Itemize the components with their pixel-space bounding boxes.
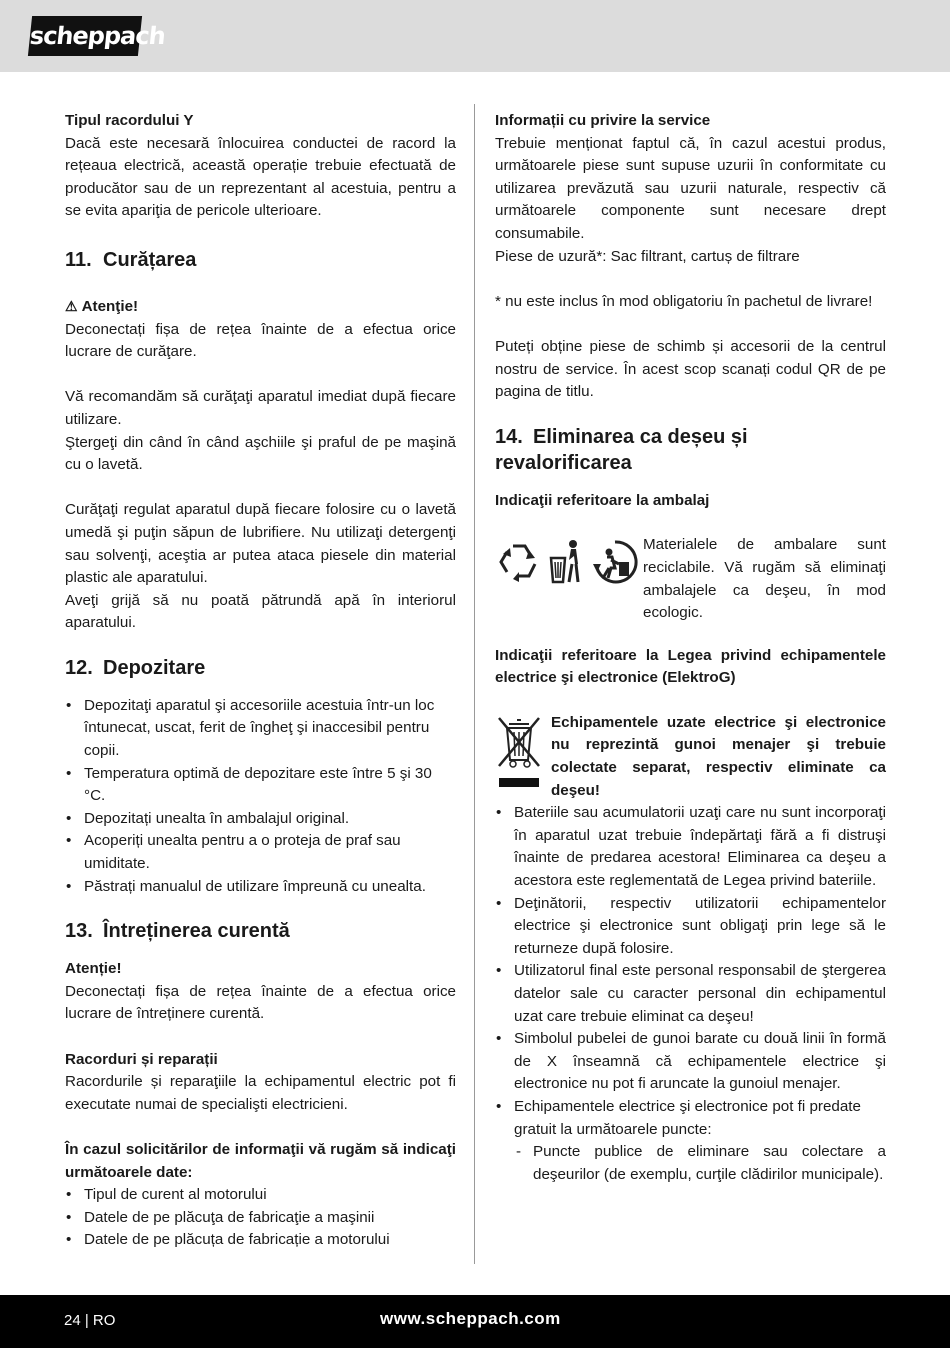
column-divider [474, 104, 475, 1264]
section-number: 13. [65, 920, 93, 943]
weee-title: Indicaţii referitoare la Legea privind echipamentele electrice şi electronice (ElektroG) [495, 646, 886, 687]
repairs-title: Racorduri și reparații [65, 1050, 218, 1068]
section-title: Întreținerea curentă [103, 920, 290, 943]
packaging-text: Materialele de ambalare sunt reciclabile. Vă rugăm să eliminaţi ambalajele ca deşeu, în mod ecologic. [643, 536, 886, 622]
website-link[interactable]: www.scheppach.com [380, 1309, 561, 1328]
warning-text: Deconectați fișa de rețea înainte de a efectua orice lucrare de curăţare. [65, 320, 456, 361]
litter-bin-icon [547, 538, 587, 586]
section-12-heading [65, 655, 456, 681]
info-request-title: În cazul solicitărilor de informaţii vă rugăm să indicaţi următoarele date: [65, 1140, 456, 1181]
spare-parts-text: Puteți obține piese de schimb și accesorii de la centrul nostru de service. În acest scop scanați codul QR de pe pagina de titlu. [495, 337, 886, 401]
left-column [65, 110, 456, 1252]
section-number: 14. [495, 425, 523, 448]
y-connection-title: Tipul racordului Y [65, 112, 194, 129]
weee-list [495, 802, 886, 1141]
maintenance-warning-text: Deconectați fișa de rețea înainte de a efectua orice lucrare de întreținere curentă. [65, 982, 456, 1023]
weee-block [495, 712, 886, 802]
wear-parts: Piese de uzură*: Sac filtrant, cartuș de filtrare [495, 247, 800, 265]
list-item: • Datele de pe plăcuța de fabricație a motorului [65, 1229, 456, 1252]
page-footer [0, 1295, 950, 1348]
cleaning-paragraph: Ştergeţi din când în când aşchiile şi praful de pe maşină cu o lavetă. [65, 433, 456, 474]
section-number: 12. [65, 656, 93, 679]
warning-label [65, 295, 456, 319]
cleaning-paragraph: Curăţaţi regulat aparatul după fiecare folosire cu o lavetă umedă şi puţin săpun de lubrifiere. Nu utilizaţi detergenţi sau solvenţi, aceştia ar putea ataca piesele din material plastic ale aparatului. [65, 501, 456, 587]
service-info-title: Informații cu privire la service [495, 112, 711, 129]
warning-label-text: Atenţie! [81, 297, 139, 315]
section-title: Depozitare [103, 656, 206, 679]
y-connection-text: Dacă este necesară înlocuirea conductei de racord la rețeaua electrică, această operație trebuie efectuată de producător sau de un reprezentant al acestuia, pentru a se evita apariţia de pericole ulterioare. [65, 134, 456, 220]
cleaning-paragraph: Vă recomandăm să curăţaţi aparatul imediat după fiecare utilizare. [65, 388, 456, 428]
list-item: • Temperatura optimă de depozitare este între 5 şi 30 °C. [65, 763, 456, 808]
weee-notice: Echipamentele uzate electrice şi electronice nu reprezintă gunoi menajer şi trebuie colectate separat, respectiv eliminate ca deşeu! [551, 713, 886, 799]
list-item: - Puncte publice de eliminare sau colectare a deşeurilor (de exemplu, curţile clădirilor municipale). [514, 1141, 886, 1186]
list-item: • Depozitaţi aparatul şi accesoriile acestuia într-un loc întunecat, uscat, ferit de îngheţ şi inaccesibil pentru copii. [65, 695, 456, 763]
maintenance-warning-label: Atenție! [65, 960, 122, 978]
list-item: • Tipul de curent al motorului [65, 1184, 456, 1207]
section-title: Eliminarea ca deșeu și revalorificarea [495, 425, 748, 474]
info-request-list [65, 1184, 456, 1252]
section-11-heading [65, 247, 456, 273]
section-title: Curățarea [103, 248, 197, 271]
repairs-text: Racordurile și reparaţiile la echipamentul electric pot fi executate numai de specialişti electricieni. [65, 1073, 456, 1113]
list-item: • Deţinătorii, respectiv utilizatorii echipamentelor electrice şi electronice sunt obligaţi prin lege să le returneze după folosire. [495, 893, 886, 961]
crossed-bin-icon [495, 714, 543, 792]
list-item: • Acoperiți unealta pentru a o proteja de praf sau umiditate. [65, 830, 456, 875]
list-item: • Utilizatorul final este personal responsabil de ştergerea datelor sale cu caracter personal din echipamentul uzat care trebuie eliminat ca deşeu! [495, 960, 886, 1028]
page-header [0, 0, 950, 72]
recycle-icon [495, 538, 543, 586]
section-14-heading [495, 424, 886, 476]
right-column [495, 110, 886, 1186]
list-item: • Simbolul pubelei de gunoi barate cu două linii în formă de X înseamnă că echipamentele electrice şi electronice nu pot fi aruncate la gunoiul menajer. [495, 1028, 886, 1096]
list-item: • Păstrați manualul de utilizare împreună cu unealta. [65, 876, 456, 899]
section-number: 11. [65, 248, 92, 271]
section-13-heading [65, 918, 456, 944]
weee-sublist [514, 1141, 886, 1186]
eco-disposal-icon [591, 538, 639, 586]
warning-triangle-icon: ⚠ [65, 297, 78, 314]
list-item: • Depozitați unealta în ambalajul original. [65, 808, 456, 831]
service-info-text: Trebuie menționat faptul că, în cazul acestui produs, următoarele piese sunt supuse uzurii în conformitate cu utilizarea prevăzută sau uzurii naturale, respectiv că următoarele componente sunt necesare drept consumabile. [495, 134, 886, 242]
packaging-block [495, 534, 886, 624]
list-item: • Datele de pe plăcuţa de fabricaţie a maşinii [65, 1207, 456, 1230]
packaging-title: Indicaţii referitoare la ambalaj [495, 491, 710, 509]
packaging-icons [495, 534, 643, 586]
scheppach-logo: scheppach [28, 16, 142, 56]
cleaning-paragraph: Aveţi grijă să nu poată pătrundă apă în interiorul aparatului. [65, 591, 456, 632]
footnote: * nu este inclus în mod obligatoriu în pachetul de livrare! [495, 292, 873, 310]
list-item: • Bateriile sau acumulatorii uzaţi care nu sunt incorporaţi în aparatul uzat trebuie îndepărtaţi fără a fi distruşi înainte de predarea acestora! Eliminarea ca deşeu a acestora este reglementată de Legea privind bateriile. [495, 802, 886, 892]
weee-icon-wrap [495, 712, 551, 800]
page-number: 24 | RO [64, 1312, 116, 1329]
storage-list [65, 695, 456, 898]
list-item: • Echipamentele electrice şi electronice pot fi predate gratuit la următoarele puncte: [495, 1096, 886, 1141]
